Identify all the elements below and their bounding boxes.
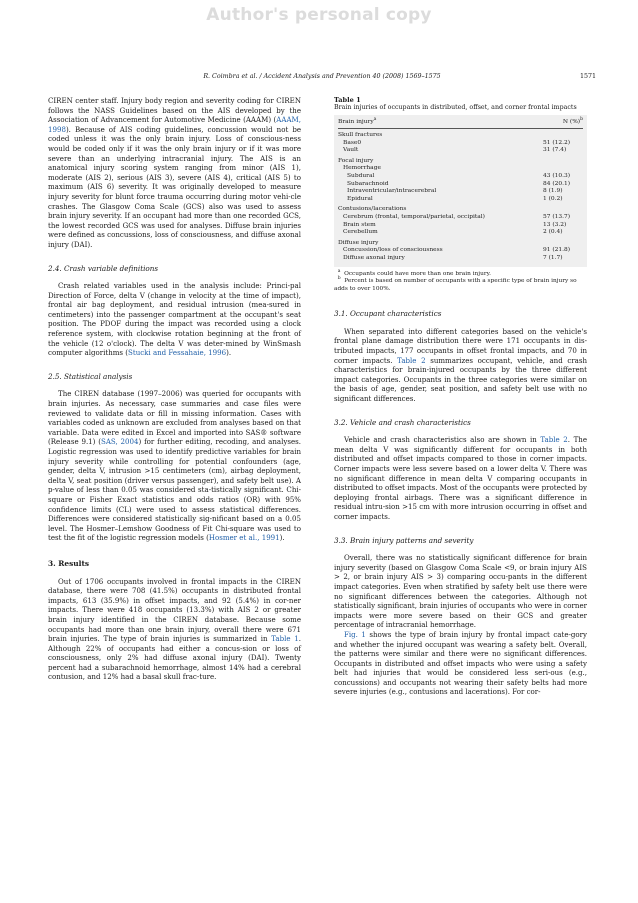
- row-label: Diffuse axonal injury: [343, 254, 405, 261]
- row-label: Cerebrum (frontal, temporal/parietal, occipital): [343, 213, 485, 220]
- running-head: [48, 73, 596, 83]
- section-heading-3-3: 3.3. Brain injury patterns and severity: [334, 535, 474, 545]
- row-label: Brain stem: [343, 221, 376, 228]
- paragraph-injury-severity: Overall, there was no statistically significant difference for brain injury severity (based on Glasgow Coma Scale <9, or brain injury AIS > 2, or brain injury AIS > 3) comparing occu-pants in the different impact categories. Even when stratified by safety belt use there were no significant differences between the categories. Although not statistically significant, brain injuries of occupants who were in corner impacts were more severe based on their GCS and greater percentage of intracranial hemorrhage.: [334, 553, 587, 630]
- table-row: [338, 188, 583, 196]
- text: Percent is based on number of occupants with a specific type of brain injury so adds to over 100%.: [334, 278, 577, 292]
- right-column: [334, 96, 587, 697]
- table-body: [334, 115, 587, 267]
- table-rows: [338, 132, 583, 263]
- text: When separated into different categories based on the vehicle's frontal plane damage distribution there were 171 occupants in dis-tributed impacts, 177 occupants in offset frontal impacts, and 70 in corner impacts.: [334, 326, 587, 365]
- footnote-mark: a: [373, 117, 377, 123]
- table-row: [338, 147, 583, 155]
- text: ).: [226, 348, 232, 358]
- row-value: 8 (1.9): [543, 188, 563, 195]
- row-value: [543, 206, 583, 214]
- table-footnotes: [334, 268, 587, 294]
- text: Occupants could have more than one brain injury.: [344, 270, 491, 277]
- text: Crash related variables used in the analysis include: Princi-pal Direction of Force, delta V (change in velocity at the time of impact), frontal air bag deployment, and residual intrusion (mea-sured in centimeters) into the passenger compartment at the occupant's seat position. The PDOF during the impact was recorded using a clock reference system, with clockwise rotation beginning at the front of the vehicle (12 o'clock). The delta V was deter-mined by WinSmash computer algorithms (: [48, 281, 301, 358]
- row-value: [543, 132, 583, 140]
- citation-link-stucki[interactable]: Stucki and Fessahaie, 1996: [128, 348, 227, 358]
- text: N (%): [562, 119, 581, 125]
- row-value: 57 (13.7): [543, 213, 571, 220]
- text: Brain injury: [338, 119, 374, 125]
- text: Out of 1706 occupants involved in frontal impacts in the CIREN database, there were 708 (41.5%) occupants in distributed frontal impacts, 613 (35.9%) in offset impacts, and 92 (5.4%) in cor-ner impacts. There were 418 occupants (13.3%) with AIS 2 or greater brain injury identified in the CIREN database. Because some occupants had more than one brain injury, overall there were 671 brain injuries. The type of brain injuries is summarized in: [48, 576, 301, 644]
- table-row: [338, 206, 583, 214]
- footnote-mark: a: [337, 268, 341, 274]
- row-label: Subarachnoid: [347, 180, 389, 187]
- watermark: Author's personal copy: [206, 5, 432, 25]
- row-value: 51 (12.2): [543, 139, 571, 146]
- paragraph-ais-coding: [48, 96, 301, 250]
- citation-link-sas[interactable]: SAS, 2004: [101, 437, 139, 447]
- column-header-n-percent: [563, 118, 583, 126]
- row-label: Cerebellum: [343, 229, 378, 236]
- paragraph-vehicle-crash: [334, 435, 587, 521]
- paragraph-crash-variables: [48, 281, 301, 358]
- row-label: Subdural: [347, 172, 375, 179]
- row-value: 7 (1.7): [543, 254, 563, 261]
- table-row: [338, 196, 583, 204]
- table-row: [338, 132, 583, 140]
- row-label: Concussion/loss of consciousness: [343, 247, 443, 254]
- row-value: 84 (20.1): [543, 180, 571, 187]
- row-value: 91 (21.8): [543, 247, 571, 254]
- row-label: Intraventricular/intracerebral: [347, 188, 437, 195]
- table-label: Table 1: [334, 96, 361, 104]
- table-row: [338, 222, 583, 230]
- footnote-b: [334, 278, 587, 293]
- table-row: [338, 247, 583, 255]
- section-heading-3-2: 3.2. Vehicle and crash characteristics: [334, 417, 471, 427]
- row-label: Base0: [343, 139, 362, 146]
- row-label: Hemorrhage: [343, 165, 381, 172]
- left-column: [48, 96, 301, 682]
- row-value: 31 (7.4): [543, 147, 567, 154]
- section-heading-3: 3. Results: [48, 558, 90, 568]
- column-header-brain-injury: [338, 118, 376, 126]
- table-caption: Brain injuries of occupants in distributed, offset, and corner frontal impacts: [334, 104, 577, 111]
- table-1-link[interactable]: Table 1: [271, 634, 299, 644]
- paragraph-occupant-characteristics: [334, 327, 587, 404]
- table-row: [338, 158, 583, 166]
- row-label: Contusions/lacerations: [338, 206, 407, 213]
- table-2-link[interactable]: Table 2: [397, 355, 426, 365]
- row-label: Vault: [343, 147, 359, 154]
- row-label: Focal injury: [338, 157, 374, 164]
- text: summarizes occupant, vehicle, and crash characteristics for brain-injured occupants by the three different impact categories. Occupants in the three categories were similar on the basis of age, gender, seat position, and safety belt use with no significant differences.: [334, 355, 587, 404]
- text: Vehicle and crash characteristics also are shown in: [344, 435, 541, 445]
- row-label: Skull fractures: [338, 132, 383, 138]
- table-row: [338, 173, 583, 181]
- page-number: 1571: [579, 73, 596, 80]
- text: . Although 22% of occupants had either a concus-sion or loss of consciousness, only 2% had diffuse axonal injury (DAI). Twenty percent had a subarachnoid hemorrhage, almost 14% had a cerebral contusion, and 12% had a basal skull frac-ture.: [48, 634, 301, 682]
- row-value: 43 (10.3): [543, 172, 571, 179]
- citation-link-hosmer[interactable]: Hosmer et al., 1991: [208, 533, 280, 543]
- text: . The mean delta V was significantly different for occupants in both distributed and offset impacts compared to those in corner impacts. Corner impacts were less severe based on a lower delta V. There was no significant difference in mean delta V comparing occupants in distributed to offset impacts. Most of the occupants were protected by deploying frontal airbags. There was a significant difference in residual intru-sion >15 cm with more intrusion occurring in offset and corner impacts.: [334, 435, 587, 521]
- paragraph-injury-patterns: [334, 630, 587, 697]
- figure-1-link[interactable]: Fig. 1: [344, 629, 366, 639]
- table-row: [338, 229, 583, 237]
- row-value: [543, 158, 583, 166]
- journal-citation: R. Coimbra et al. / Accident Analysis and Prevention 40 (2008) 1569–1575: [203, 73, 441, 80]
- table-row: [338, 165, 583, 173]
- paragraph-results: [48, 577, 301, 683]
- row-value: [543, 165, 583, 173]
- row-value: 13 (3.2): [543, 221, 567, 228]
- section-heading-2-5: 2.5. Statistical analysis: [48, 371, 133, 381]
- footnote-mark: b: [580, 117, 583, 123]
- text: The CIREN database (1997–2006) was queried for occupants with brain injuries. As necessary, case summaries and case files were reviewed to validate data or fill in missing information. Cases with variables coded as unknown are excluded from analyses based on that variable. Data were edited in Excel and imported into SAS® software (Release 9.1) (: [48, 389, 301, 447]
- text: shows the type of brain injury by frontal impact cate-gory and whether the injured occupant was wearing a safety belt. Overall, the patterns were similar and there were no significant differences. Occupants in distributed and offset impacts who were using a safety belt had injuries that would be considered less seri-ous (e.g., concussions) and occupants not wearing their safety belts had more severe injuries (e.g., contusions and lacerations). For cor-: [334, 629, 588, 697]
- table-row: [338, 255, 583, 263]
- citation-link-aaam[interactable]: AAAM, 1998: [48, 115, 301, 134]
- table-2-link[interactable]: Table 2: [540, 435, 568, 445]
- footnote-a: [334, 268, 587, 282]
- row-value: 1 (0.2): [543, 195, 563, 202]
- text: CIREN center staff. Injury body region and severity coding for CIREN follows the NASS Guidelines based on the AIS developed by the Association of Advancement for Automotive Medicine (AAAM) (: [48, 96, 301, 125]
- table-row: [338, 214, 583, 222]
- table-header: [338, 118, 583, 129]
- text: ). Because of AIS coding guidelines, concussion would not be coded unless it was the only brain injury. Loss of conscious-ness would be coded only if it was the only brain injury or if it was more severe than an underlying intracranial injury. The AIS is an anatomical injury scoring system ranging from minor (AIS 1), moderate (AIS 2), serious (AIS 3), severe (AIS 4), critical (AIS 5) to maximum (AIS 6) severity. It was originally developed to measure injury severity for blunt force trauma occurring during motor vehi-cle crashes. The Glasgow Coma Scale (GCS) also was used to assess brain injury severity. If an occupant had more than one recorded GCS, the lowest recorded GCS was used for analyses. Diffuse brain injuries were defined as concussions, loss of consciousness, and diffuse axonal injury (DAI).: [48, 124, 301, 249]
- section-heading-3-1: 3.1. Occupant characteristics: [334, 309, 442, 319]
- row-value: 2 (0.4): [543, 229, 563, 236]
- paragraph-statistical-analysis: [48, 389, 301, 543]
- row-label: Epidural: [347, 195, 373, 202]
- footnote-mark: b: [337, 276, 341, 282]
- text: ) for further editing, recoding, and analyses. Logistic regression was used to identify predictive variables for brain injury severity while controlling for potential confounders (age, gender, delta V, intrusion >15 centimeters (cm), airbag deployment, delta V, seat position (driver versus passenger), and safety belt use). A p-value of less than 0.05 was considered sta-tistically significant. Chi-square or Fisher Exact statistics and odds ratios (OR) with 95% confidence limits (CL) were used to assess statistical differences. Differences were considered statistically sig-nificant based on a 0.05 level. The Hosmer–Lemshow Goodness of Fit Chi-square was used to test the fit of the logistic regression models (: [48, 437, 301, 543]
- text: ).: [279, 533, 285, 543]
- table-1: [334, 96, 587, 293]
- row-label: Diffuse injury: [338, 239, 379, 246]
- section-heading-2-4: 2.4. Crash variable definitions: [48, 263, 159, 273]
